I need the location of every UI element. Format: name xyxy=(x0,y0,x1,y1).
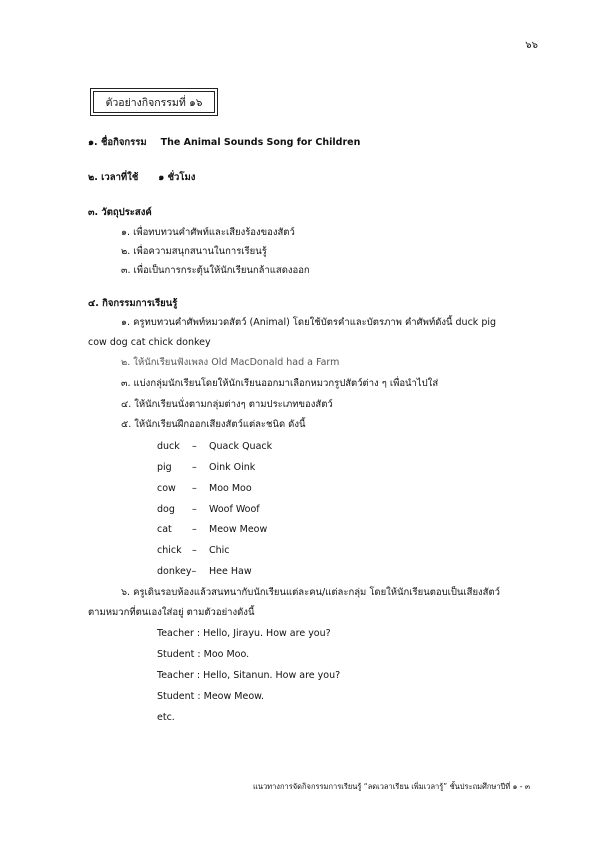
animal-dash: – xyxy=(192,441,197,452)
animal-dash: – xyxy=(192,524,197,535)
step-6-continued: ตามหมวกที่ตนเองใส่อยู่ ตามตัวอย่างดังนี้ xyxy=(88,607,255,618)
animal-name: cat xyxy=(157,524,172,535)
time-row xyxy=(88,172,195,184)
step-6: ๖. ครูเดินรอบห้องแล้วสนทนากับนักเรียนแต่ละคน/แต่ละกลุ่ม โดยให้นักเรียนตอบเป็นเสียงสัตว์ xyxy=(121,587,500,598)
activity-title-box xyxy=(90,88,218,116)
step-4: ๔. ให้นักเรียนนั่งตามกลุ่มต่างๆ ตามประเภทของสัตว์ xyxy=(121,399,333,410)
animal-name: pig xyxy=(157,462,172,473)
animal-dash: – xyxy=(192,483,197,494)
animal-name: cow xyxy=(157,483,176,494)
animal-sound: Woof Woof xyxy=(209,504,260,515)
animal-sound: Oink Oink xyxy=(209,462,256,473)
dialogue-line: Student : Moo Moo. xyxy=(157,649,250,660)
dialogue-line: Student : Meow Meow. xyxy=(157,691,265,702)
step-5: ๕. ให้นักเรียนฝึกออกเสียงสัตว์แต่ละชนิด ดังนี้ xyxy=(121,419,306,430)
step-3: ๓. แบ่งกลุ่มนักเรียนโดยให้นักเรียนออกมาเลือกหมวกรูปสัตว์ต่าง ๆ เพื่อนำไปใส่ xyxy=(121,378,439,389)
animal-dash: – xyxy=(192,545,197,556)
step-2: ๒. ให้นักเรียนฟังเพลง Old MacDonald had a Farm xyxy=(121,357,340,368)
time-value: ๑ ชั่วโมง xyxy=(158,172,196,183)
animal-sound: Moo Moo xyxy=(209,483,252,494)
animal-sound: Hee Haw xyxy=(209,566,252,577)
step-1-continued: cow dog cat chick donkey xyxy=(88,337,211,348)
animal-dash: – xyxy=(192,462,197,473)
step-1: ๑. ครูทบทวนคำศัพท์หมวดสัตว์ (Animal) โดยใช้บัตรคำและบัตรภาพ คำศัพท์ดังนี้ duck pig xyxy=(121,317,497,328)
activities-heading: ๔. กิจกรรมการเรียนรู้ xyxy=(88,298,178,309)
objectives-heading: ๓. วัตถุประสงค์ xyxy=(88,207,152,218)
animal-name: dog xyxy=(157,504,175,515)
objective-item: ๓. เพื่อเป็นการกระตุ้นให้นักเรียนกล้าแสดงออก xyxy=(121,265,310,276)
dialogue-line: Teacher : Hello, Jirayu. How are you? xyxy=(157,628,331,639)
animal-sound: Chic xyxy=(209,545,230,556)
dialogue-line: Teacher : Hello, Sitanun. How are you? xyxy=(157,670,341,681)
activity-name-value: The Animal Sounds Song for Children xyxy=(160,137,361,148)
animal-name: chick xyxy=(157,545,182,556)
animal-sound: Meow Meow xyxy=(209,524,268,535)
activity-name-label: ๑. ชื่อกิจกรรม xyxy=(88,137,147,148)
page-footer: แนวทางการจัดกิจกรรมการเรียนรู้ “ลดเวลาเรียน เพิ่มเวลารู้” ชั้นประถมศึกษาปีที่ ๑ - ๓ xyxy=(252,782,530,791)
time-label: ๒. เวลาที่ใช้ xyxy=(88,172,139,183)
animal-sound: Quack Quack xyxy=(209,441,273,452)
page-number: ๖๖ xyxy=(525,40,538,51)
dialogue-line: etc. xyxy=(157,712,175,723)
objective-item: ๒. เพื่อความสนุกสนานในการเรียนรู้ xyxy=(121,246,267,257)
objective-item: ๑. เพื่อทบทวนคำศัพท์และเสียงร้องของสัตว์ xyxy=(121,227,295,238)
animal-dash: – xyxy=(192,504,197,515)
activity-name-row xyxy=(88,137,360,149)
animal-name: duck xyxy=(157,441,180,452)
animal-name: donkey– xyxy=(157,566,197,577)
activity-title: ตัวอย่างกิจกรรมที่ ๑๖ xyxy=(93,91,215,113)
